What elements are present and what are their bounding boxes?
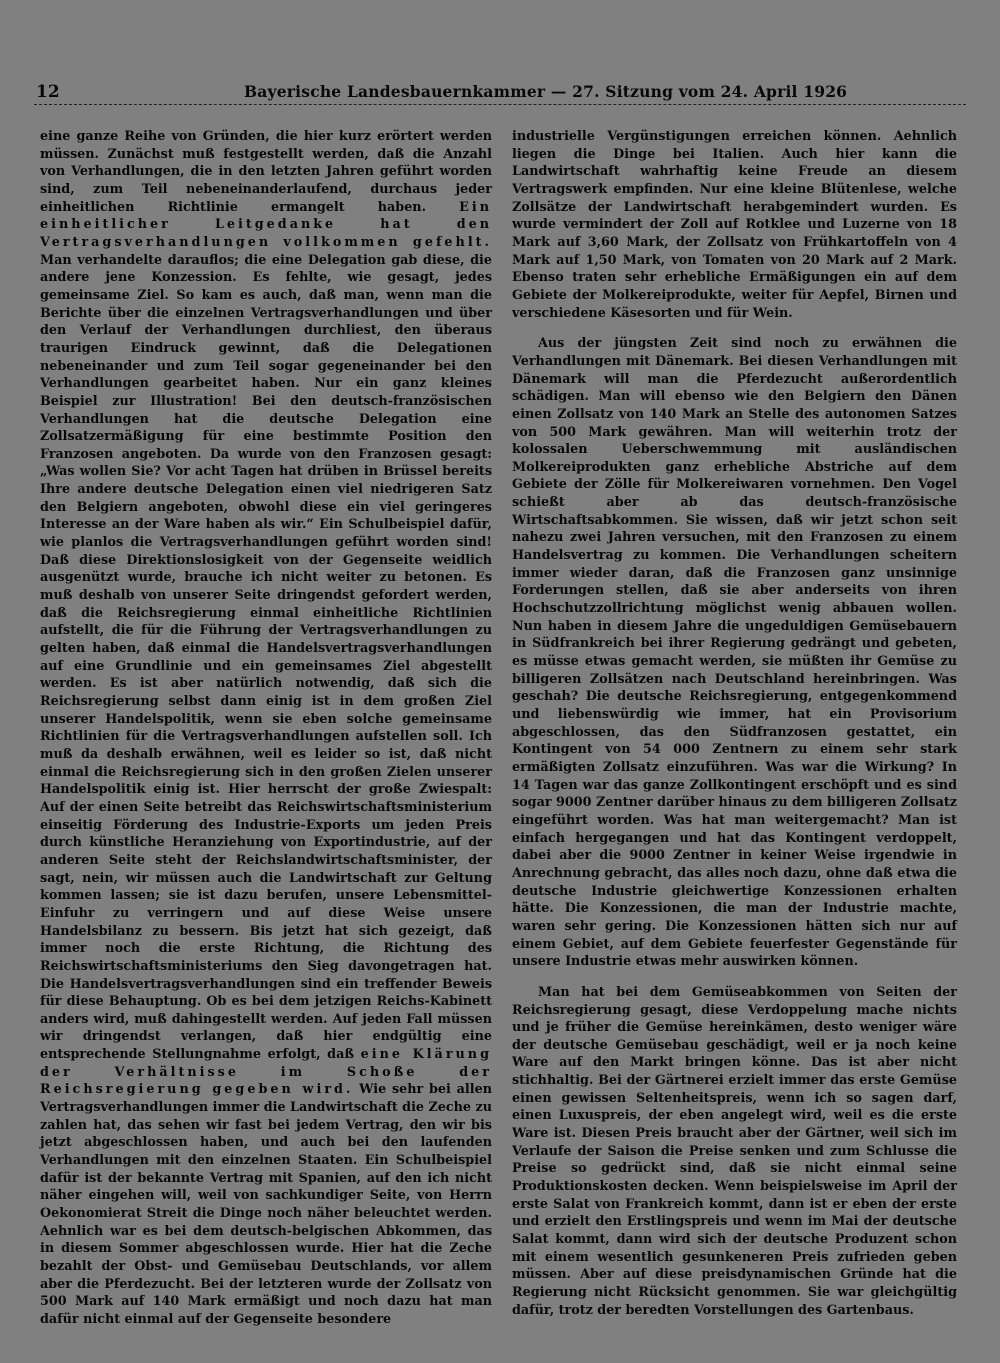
left-column xyxy=(40,128,492,1329)
left-text-e: Wie sehr bei allen Vertragsverhandlungen immer die Landwirtschaft die Zeche zu zahlen hat, das sehen wir fast bei jedem Vertrag, den wir bis jetzt abgeschlossen haben, und auch bei den laufenden Verhandlungen mit den einzelnen Staaten. Ein Schulbeispiel dafür ist der bekannte Vertrag mit Spanien, auf den ich nicht näher eingehen will, weil von sachkundiger Seite, von Herrn Oekonomierat Streit die Dinge noch näher beleuchtet werden. Aehnlich war es bei dem deutsch-belgischen Abkommen, das in diesem Sommer abgeschlossen wurde. Hier hat die Zeche bezahlt der Obst- und Gemüsebau Deutschlands, vor allem aber die Pferdezucht. Bei der letzteren wurde der Zollsatz von 500 Mark auf 140 Mark ermäßigt und noch dazu hat man dafür nicht einmal auf der Gegenseite besondere xyxy=(40,1082,492,1327)
right-column xyxy=(512,128,957,1319)
left-emphasis-1: Ein einheitlicher Leitgedanke hat den Vertragsverhandlungen vollkommen gefehlt. xyxy=(40,199,492,250)
page-header xyxy=(34,82,934,106)
running-head: Bayerische Landesbauernkammer — 27. Sitzung vom 24. April 1926 xyxy=(244,82,848,101)
right-paragraph-1: industrielle Vergünstigungen erreichen können. Aehnlich liegen die Dinge bei Italien. Auch hier kann die Landwirtschaft wahrhaftig keine Freude an diesem Vertragswerk empfinden. Nur eine kleine Blütenlese, welche Zollsätze der Landwirtschaft herabgemindert wurden. Es wurde vermindert der Zoll auf Rotklee und Luzerne von 18 Mark auf 3,60 Mark, der Zollsatz von Frühkartoffeln von 4 Mark auf 1,50 Mark, von Tomaten von 20 Mark auf 2 Mark. Ebenso traten sehr erhebliche Ermäßigungen ein auf dem Gebiete der Molkereiprodukte, weiter für Aepfel, Birnen und verschiedene Käsesorten und für Wein. xyxy=(512,129,957,321)
page-number: 12 xyxy=(36,82,60,102)
left-emphasis-2: eine Klärung der Verhältnisse im Schoße der Reichsregierung gegeben wird. xyxy=(40,1047,492,1098)
left-text-c: Man verhandelte darauflos; die eine Delegation gab diese, die andere jene Konzession. Es fehlte, wie gesagt, jedes gemeinsame Ziel. So kam es auch, daß man, wenn man die Berichte über die einzelnen Vertragsverhandlungen und über den Verlauf der Verhandlungen durchliest, den überaus traurigen Eindruck gewinnt, daß die Delegationen nebeneinander und zum Teil sogar gegeneinander bei den Verhandlungen gearbeitet haben. Nur ein ganz kleines Beispiel zur Illustration! Bei den deutsch-französischen Verhandlungen hat die deutsche Delegation eine Zollsatzermäßigung für eine bestimmte Position den Franzosen angeboten. Da wurde von den Franzosen gesagt: „Was wollen Sie? Vor acht Tagen hat drüben in Brüssel bereits Ihre andere deutsche Delegation einen viel niedrigeren Satz den Belgiern angeboten, obwohl diese ein viel geringeres Interesse an der Ware haben als wir.“ Ein Schulbeispiel dafür, wie planlos die Vertragsverhandlungen geführt worden sind! Daß diese Direktionslosigkeit von der Gegenseite weidlich ausgenützt wurde, brauche ich nicht weiter zu betonen. Es muß deshalb von unserer Seite dringendst gefordert werden, daß die Reichsregierung einmal einheitliche Richtlinien aufstellt, die für die Führung der Vertragsverhandlungen zu gelten haben, daß einmal die Handelsvertragsverhandlungen auf eine Grundlinie und ein gemeinsames Ziel abgestellt werden. Es ist aber natürlich notwendig, daß sich die Reichsregierung selbst dann einig ist in dem großen Ziel unserer Handelspolitik, wenn sie eben solche gemeinsame Richtlinien für die Vertragsverhandlungen aufstellen soll. Ich muß da deshalb erwähnen, weil es leider so ist, daß nicht einmal die Reichsregierung sich in den großen Zielen unserer Handelspolitik einig ist. Hier herrscht der große Zwiespalt: Auf der einen Seite betreibt das Reichswirtschaftsministerium einseitig Förderung des Industrie-Exports um jeden Preis durch künstliche Heranziehung von Exportindustrie, auf der anderen Seite steht der Reichslandwirtschaftsminister, der sagt, nein, wir müssen auch die Landwirtschaft zur Geltung kommen lassen; sie ist dazu berufen, unsere Lebensmittel-Einfuhr zu verringern und auf diese Weise unsere Handelsbilanz zu bessern. Bis jetzt hat sich gezeigt, daß immer noch die erste Richtung, die Richtung des Reichswirtschaftsministeriums den Sieg davongetragen hat. Die Handelsvertragsverhandlungen sind ein treffender Beweis für diese Behauptung. Ob es bei dem jetzigen Reichs-Kabinett anders wird, muß dahingestellt werden. Auf jeden Fall müssen wir dringendst verlangen, daß hier endgültig eine entsprechende Stellungnahme erfolgt, daß xyxy=(40,252,492,1063)
right-paragraph-3: Man hat bei dem Gemüseabkommen von Seiten der Reichsregierung gesagt, diese Verdoppelung mache nichts und je früher die Gemüse hereinkämen, desto weniger wäre der deutsche Gemüsebau geschädigt, weil er ja noch keine Ware auf den Markt bringen könne. Das ist aber nicht stichhaltig. Bei der Gärtnerei erzielt immer das erste Gemüse einen gewissen Seltenheitspreis, wenn ich so sagen darf, einen Luxuspreis, der eben angelegt wird, weil es die erste Ware ist. Diesen Preis braucht aber der Gärtner, weil sich im Verlaufe der Saison die Preise senken und zum Schlusse die Preise so gedrückt sind, daß sie nicht einmal seine Produktionskosten decken. Wenn beispielsweise im April der erste Salat von Frankreich kommt, dann ist er eben der erste und erzielt den Erstlingspreis und wenn im Mai der deutsche Salat kommt, dann wird sich der deutsche Produzent schon mit einem wesentlich gesunkeneren Preis zufrieden geben müssen. Aber auf diese preisdynamischen Gründe hat die Regierung nicht Rücksicht genommen. Sie war gleichgültig dafür, trotz der beredten Vorstellungen des Gartenbaus. xyxy=(512,984,957,1318)
left-text-a: eine ganze Reihe von Gründen, die hier kurz erörtert werden müssen. Zunächst muß festgestellt werden, daß die Anzahl von Verhandlungen, die in den letzten Jahren geführt worden sind, zum Teil nebeneinanderlaufend, durchaus jeder einheitlichen Richtlinie ermangelt haben. xyxy=(40,129,492,215)
right-paragraph-2: Aus der jüngsten Zeit sind noch zu erwähnen die Verhandlungen mit Dänemark. Bei diesen Verhandlungen mit Dänemark will man die Pferdezucht außerordentlich schädigen. Man will ebenso wie den Belgiern den Dänen einen Zollsatz von 140 Mark an Stelle des autonomen Satzes von 500 Mark gewähren. Man will weiterhin trotz der kolossalen Ueberschwemmung mit ausländischen Molkereiprodukten ganz erhebliche Abstriche auf dem Gebiete der Zölle für Molkereiwaren vornehmen. Den Vogel schießt aber ab das deutsch-französische Wirtschaftsabkommen. Sie wissen, daß wir jetzt schon seit nahezu zwei Jahren versuchen, mit den Franzosen zu einem Handelsvertrag zu kommen. Die Verhandlungen scheitern immer wieder daran, daß die Franzosen ganz unsinnige Forderungen stellen, daß sie aber anderseits von ihren Hochschutzzollrichtung möglichst wenig abbauen wollen. Nun haben in diesem Jahre die ungeduldigen Gemüsebauern in Südfrankreich bei ihrer Regierung gedrängt und gebeten, es müsse etwas gemacht werden, sie müßten ihr Gemüse zu billigeren Zollsätzen nach Deutschland hereinbringen. Was geschah? Die deutsche Reichsregierung, entgegenkommend und liebenswürdig wie immer, hat ein Provisorium abgeschlossen, das den Südfranzosen gestattet, ein Kontingent von 54 000 Zentnern zu einem sehr stark ermäßigten Zollsatz einzuführen. Was war die Wirkung? In 14 Tagen war das ganze Zollkontingent erschöpft und es sind sogar 9000 Zentner darüber hinaus zu dem billigeren Zollsatz eingeführt worden. Was hat man weitergemacht? Man ist einfach hergegangen und hat das Kontingent verdoppelt, dabei aber die 9000 Zentner in keiner Weise irgendwie in Anrechnung gebracht, das alles noch dazu, ohne daß etwa die deutsche Industrie gleichwertige Konzessionen erhalten hätte. Die Konzessionen, die man der Industrie machte, waren sehr gering. Die Konzessionen hätten sich nur auf einem Gebiet, auf dem Gebiete feuerfester Gegenstände für unsere Industrie etwas mehr auswirken können. xyxy=(512,336,957,970)
left-paragraph-1 xyxy=(40,128,492,1329)
header-rule xyxy=(34,104,966,105)
